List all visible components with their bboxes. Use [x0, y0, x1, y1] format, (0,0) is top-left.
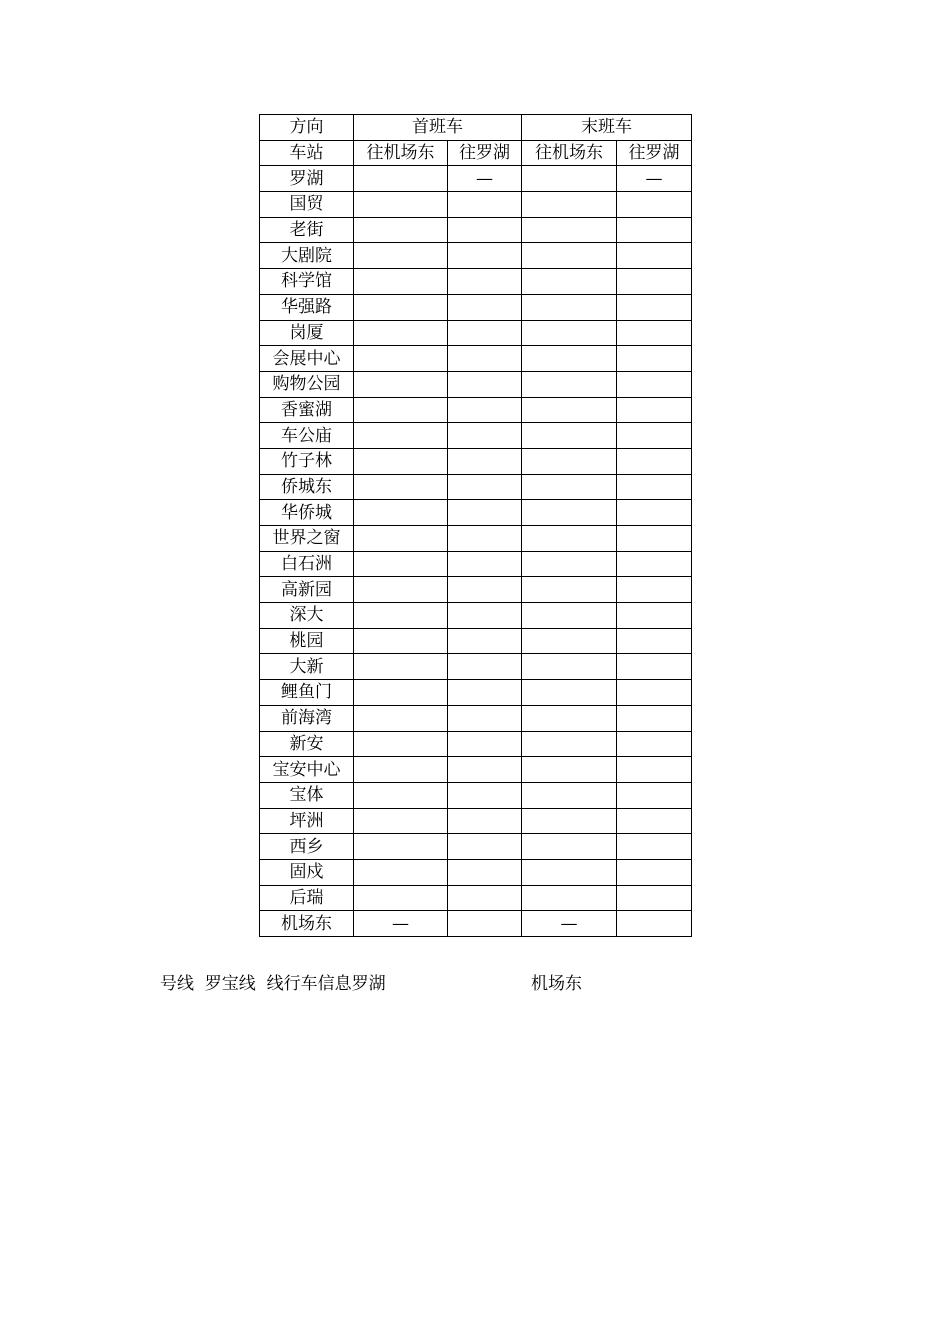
time-cell: [354, 294, 448, 320]
time-cell: [448, 320, 522, 346]
header-row-direction: [260, 115, 692, 141]
time-cell: [522, 166, 617, 192]
header-row-station: [260, 140, 692, 166]
table-row: [260, 294, 692, 320]
time-cell: [448, 294, 522, 320]
time-cell: [448, 654, 522, 680]
time-cell: [354, 448, 448, 474]
table-row: [260, 731, 692, 757]
header-station: 车站: [260, 140, 354, 166]
time-cell: [522, 294, 617, 320]
time-cell: [522, 731, 617, 757]
time-cell: [522, 269, 617, 295]
header-last-train: 末班车: [522, 115, 692, 141]
time-cell: [522, 577, 617, 603]
time-cell: [448, 603, 522, 629]
time-cell: [522, 346, 617, 372]
time-cell: [354, 680, 448, 706]
time-cell: [522, 474, 617, 500]
time-cell: [617, 911, 692, 937]
time-cell: [617, 757, 692, 783]
table-row: [260, 500, 692, 526]
time-cell: [522, 320, 617, 346]
time-cell: [354, 166, 448, 192]
time-cell: [617, 834, 692, 860]
time-cell: [617, 423, 692, 449]
time-cell: [617, 474, 692, 500]
table-row: [260, 397, 692, 423]
time-cell: [354, 217, 448, 243]
time-cell: [354, 782, 448, 808]
header-first-train: 首班车: [354, 115, 522, 141]
time-cell: [522, 757, 617, 783]
time-cell: [354, 705, 448, 731]
time-cell: [448, 757, 522, 783]
time-cell: [354, 474, 448, 500]
time-cell: [617, 551, 692, 577]
station-name-cell: 罗湖: [260, 166, 354, 192]
time-cell: [522, 526, 617, 552]
table-row: [260, 192, 692, 218]
time-cell: [617, 782, 692, 808]
station-name-cell: 老街: [260, 217, 354, 243]
time-cell: —: [448, 166, 522, 192]
time-cell: [617, 654, 692, 680]
table-row: [260, 911, 692, 937]
timetable-body: [260, 115, 692, 937]
time-cell: [448, 782, 522, 808]
time-cell: [354, 628, 448, 654]
time-cell: [522, 397, 617, 423]
time-cell: [448, 705, 522, 731]
table-row: [260, 269, 692, 295]
time-cell: [448, 243, 522, 269]
time-cell: [617, 603, 692, 629]
time-cell: [448, 474, 522, 500]
time-cell: [617, 371, 692, 397]
station-name-cell: 宝体: [260, 782, 354, 808]
station-name-cell: 西乡: [260, 834, 354, 860]
table-row: [260, 320, 692, 346]
time-cell: [354, 526, 448, 552]
station-name-cell: 固戍: [260, 859, 354, 885]
station-name-cell: 车公庙: [260, 423, 354, 449]
time-cell: [448, 192, 522, 218]
station-name-cell: 高新园: [260, 577, 354, 603]
time-cell: [617, 705, 692, 731]
time-cell: [448, 371, 522, 397]
time-cell: [354, 243, 448, 269]
station-name-cell: 国贸: [260, 192, 354, 218]
time-cell: [354, 577, 448, 603]
time-cell: [522, 371, 617, 397]
time-cell: [617, 269, 692, 295]
time-cell: [354, 320, 448, 346]
time-cell: [617, 731, 692, 757]
time-cell: [617, 808, 692, 834]
time-cell: [448, 269, 522, 295]
time-cell: [522, 500, 617, 526]
time-cell: [617, 577, 692, 603]
time-cell: [448, 397, 522, 423]
station-name-cell: 深大: [260, 603, 354, 629]
header-direction: 方向: [260, 115, 354, 141]
time-cell: [617, 320, 692, 346]
time-cell: [617, 628, 692, 654]
time-cell: [354, 834, 448, 860]
time-cell: —: [617, 166, 692, 192]
time-cell: [448, 217, 522, 243]
line-terminus-caption: 机场东: [531, 974, 582, 994]
time-cell: [354, 192, 448, 218]
table-row: [260, 448, 692, 474]
time-cell: [617, 448, 692, 474]
time-cell: [522, 551, 617, 577]
time-cell: —: [522, 911, 617, 937]
time-cell: [522, 243, 617, 269]
time-cell: [617, 192, 692, 218]
time-cell: [354, 859, 448, 885]
time-cell: [354, 603, 448, 629]
time-cell: [522, 859, 617, 885]
station-name-cell: 宝安中心: [260, 757, 354, 783]
header-first-to-luohu: 往罗湖: [448, 140, 522, 166]
time-cell: [354, 885, 448, 911]
time-cell: [354, 269, 448, 295]
table-row: [260, 474, 692, 500]
time-cell: [354, 500, 448, 526]
table-row: [260, 346, 692, 372]
table-row: [260, 859, 692, 885]
time-cell: [522, 423, 617, 449]
station-name-cell: 侨城东: [260, 474, 354, 500]
table-row: [260, 808, 692, 834]
station-name-cell: 岗厦: [260, 320, 354, 346]
time-cell: [522, 654, 617, 680]
time-cell: [448, 885, 522, 911]
station-name-cell: 会展中心: [260, 346, 354, 372]
station-name-cell: 科学馆: [260, 269, 354, 295]
time-cell: [448, 911, 522, 937]
station-name-cell: 后瑞: [260, 885, 354, 911]
station-name-cell: 世界之窗: [260, 526, 354, 552]
table-row: [260, 166, 692, 192]
table-row: [260, 834, 692, 860]
table-row: [260, 551, 692, 577]
station-name-cell: 华侨城: [260, 500, 354, 526]
time-cell: [448, 526, 522, 552]
table-row: [260, 423, 692, 449]
station-name-cell: 竹子林: [260, 448, 354, 474]
timetable: [259, 114, 692, 937]
time-cell: [617, 243, 692, 269]
station-name-cell: 白石洲: [260, 551, 354, 577]
time-cell: [522, 603, 617, 629]
line-info-caption: 号线 罗宝线 线行车信息罗湖: [160, 974, 386, 994]
table-row: [260, 243, 692, 269]
table-row: [260, 603, 692, 629]
table-row: [260, 577, 692, 603]
header-last-to-airport-east: 往机场东: [522, 140, 617, 166]
time-cell: [522, 782, 617, 808]
time-cell: [448, 346, 522, 372]
time-cell: [522, 808, 617, 834]
table-row: [260, 757, 692, 783]
time-cell: [522, 192, 617, 218]
time-cell: [448, 808, 522, 834]
time-cell: [617, 500, 692, 526]
time-cell: [448, 500, 522, 526]
time-cell: [354, 731, 448, 757]
time-cell: [354, 551, 448, 577]
table-row: [260, 782, 692, 808]
header-last-to-luohu: 往罗湖: [617, 140, 692, 166]
table-row: [260, 654, 692, 680]
station-name-cell: 购物公园: [260, 371, 354, 397]
time-cell: [354, 654, 448, 680]
time-cell: [617, 680, 692, 706]
station-name-cell: 华强路: [260, 294, 354, 320]
time-cell: [354, 371, 448, 397]
table-row: [260, 628, 692, 654]
time-cell: [617, 526, 692, 552]
table-row: [260, 526, 692, 552]
station-name-cell: 坪洲: [260, 808, 354, 834]
table-row: [260, 371, 692, 397]
time-cell: —: [354, 911, 448, 937]
time-cell: [522, 705, 617, 731]
time-cell: [448, 834, 522, 860]
table-row: [260, 680, 692, 706]
table-row: [260, 885, 692, 911]
header-first-to-airport-east: 往机场东: [354, 140, 448, 166]
time-cell: [617, 859, 692, 885]
table-row: [260, 217, 692, 243]
time-cell: [522, 448, 617, 474]
time-cell: [617, 397, 692, 423]
time-cell: [617, 885, 692, 911]
time-cell: [522, 680, 617, 706]
time-cell: [522, 217, 617, 243]
time-cell: [448, 577, 522, 603]
time-cell: [448, 423, 522, 449]
time-cell: [522, 834, 617, 860]
station-name-cell: 鲤鱼门: [260, 680, 354, 706]
time-cell: [617, 346, 692, 372]
time-cell: [448, 628, 522, 654]
time-cell: [354, 397, 448, 423]
table-row: [260, 705, 692, 731]
time-cell: [354, 808, 448, 834]
time-cell: [448, 680, 522, 706]
station-name-cell: 新安: [260, 731, 354, 757]
time-cell: [522, 885, 617, 911]
time-cell: [448, 448, 522, 474]
station-name-cell: 香蜜湖: [260, 397, 354, 423]
station-name-cell: 桃园: [260, 628, 354, 654]
time-cell: [354, 346, 448, 372]
time-cell: [448, 859, 522, 885]
station-name-cell: 大剧院: [260, 243, 354, 269]
station-name-cell: 前海湾: [260, 705, 354, 731]
time-cell: [354, 757, 448, 783]
time-cell: [617, 217, 692, 243]
time-cell: [522, 628, 617, 654]
station-name-cell: 机场东: [260, 911, 354, 937]
station-name-cell: 大新: [260, 654, 354, 680]
time-cell: [448, 731, 522, 757]
time-cell: [354, 423, 448, 449]
time-cell: [617, 294, 692, 320]
time-cell: [448, 551, 522, 577]
